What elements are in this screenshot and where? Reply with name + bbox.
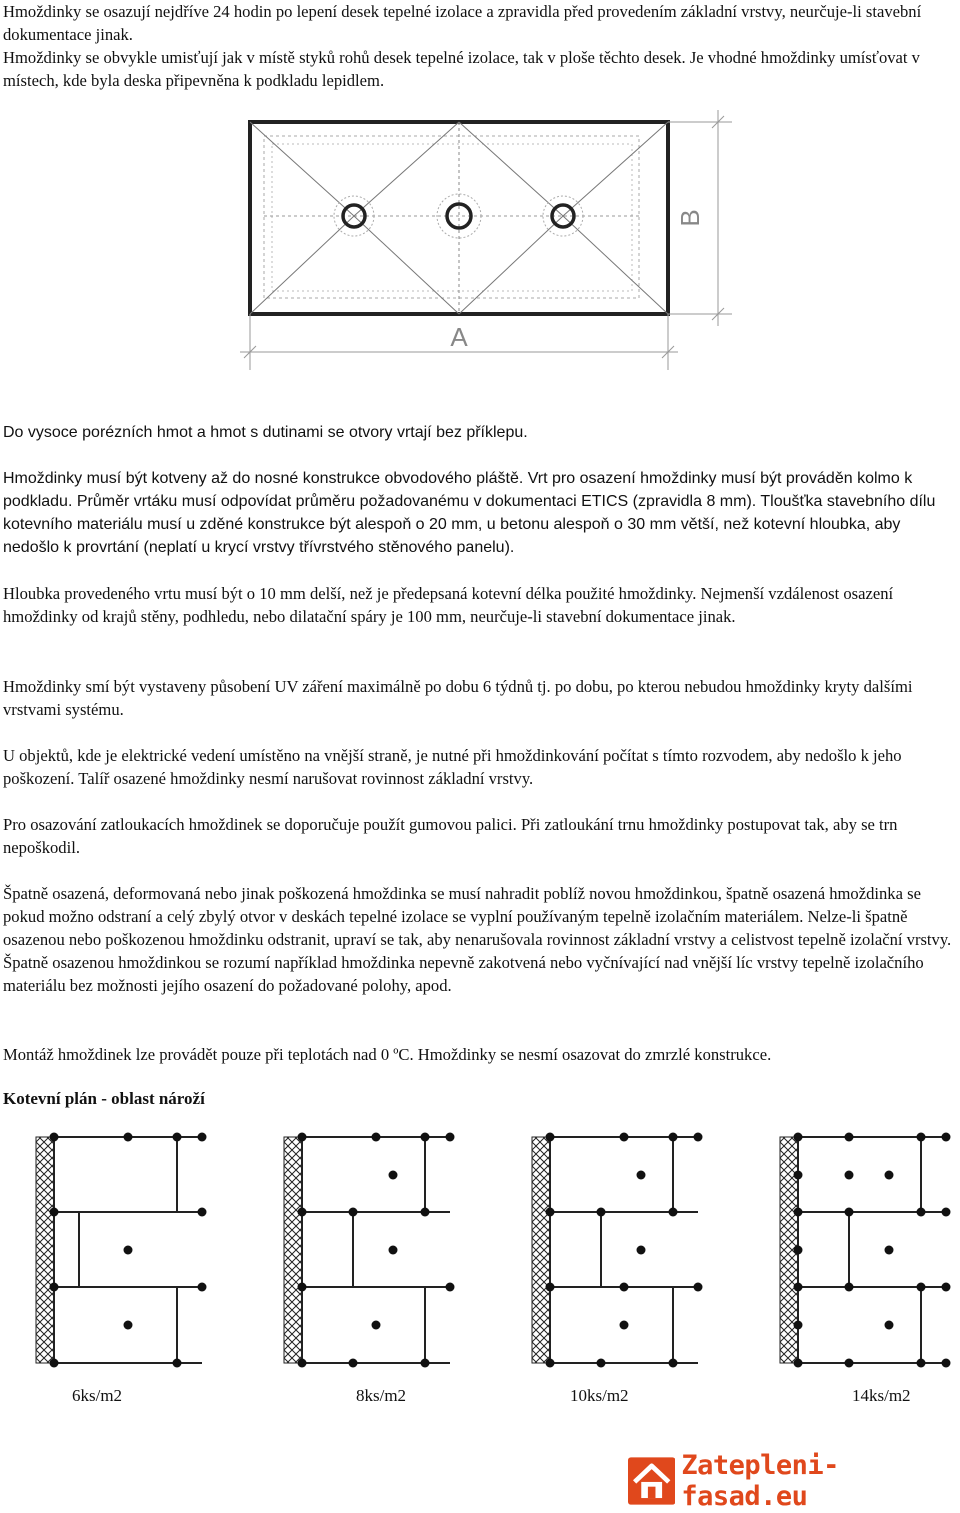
anchor-dot	[845, 1359, 854, 1368]
anchor-dot	[372, 1321, 381, 1330]
anchor-dot	[620, 1283, 629, 1292]
anchor-dot	[546, 1208, 555, 1217]
anchor-dot	[917, 1133, 926, 1142]
anchor-dot	[794, 1359, 803, 1368]
house-logo-icon	[628, 1456, 675, 1506]
insulation-board-diagram	[232, 108, 738, 376]
anchor-dot	[421, 1208, 430, 1217]
anchor-dot	[173, 1359, 182, 1368]
anchor-dot	[637, 1246, 646, 1255]
anchor-dot	[942, 1359, 951, 1368]
anchor-plan-caption: 10ks/m2	[570, 1386, 629, 1405]
text-paragraph: Pro osazování zatloukacích hmoždinek se doporučuje použít gumovou palici. Při zatloukání trnu hmoždinky postupovat tak, aby se trn nepoškodil.	[3, 815, 898, 857]
anchor-dot	[50, 1283, 59, 1292]
anchor-dot	[50, 1133, 59, 1142]
anchor-dot	[794, 1133, 803, 1142]
anchor-dot	[669, 1359, 678, 1368]
anchor-dot	[389, 1171, 398, 1180]
text-paragraph: Do vysoce porézních hmot a hmot s dutinami se otvory vrtají bez příklepu.	[3, 424, 528, 441]
anchor-dot	[198, 1283, 207, 1292]
anchor-dot	[298, 1283, 307, 1292]
dimension-b-label: B	[675, 209, 705, 227]
anchor-dot	[794, 1321, 803, 1330]
anchor-dot	[597, 1208, 606, 1217]
anchor-dot	[942, 1283, 951, 1292]
anchor-dot	[669, 1208, 678, 1217]
anchor-plan-caption: 8ks/m2	[356, 1386, 407, 1405]
anchor-dot	[50, 1359, 59, 1368]
anchor-dot	[198, 1208, 207, 1217]
text-paragraph: Špatně osazená, deformovaná nebo jinak poškozená hmoždinka se musí nahradit poblíž novou hmoždinkou, špatně osazená hmoždinka se pokud možno odstraní a celý zbylý otvor v deskách tepelné izolace se vyplní používaným tepelně izolačním materiálem. Nelze-li špatně osazenou nebo poškozenou hmoždinku odstranit, upraví se tak, aby nenarušovala rovinnost základní vrstvy a celistvost tepelně izolační vrstvy. Špatně osazenou hmoždinkou se rozumí například hmoždinka nepevně zakotvená nebo vyčnívající nad vnější líc vrstvy tepelně izolačního materiálu bez možnosti jejího osazení do požadované polohy, apod.	[3, 884, 952, 995]
anchor-dot	[198, 1133, 207, 1142]
anchor-dot	[546, 1283, 555, 1292]
anchor-dot	[421, 1359, 430, 1368]
anchor-dot	[124, 1246, 133, 1255]
anchor-plan-caption: 6ks/m2	[72, 1386, 123, 1405]
anchor-dot	[885, 1171, 894, 1180]
anchor-dot	[694, 1133, 703, 1142]
text-paragraph: Hmoždinky se osazují nejdříve 24 hodin po lepení desek tepelné izolace a zpravidla před provedením základní vrstvy, neurčuje-li stavební dokumentace jinak.	[3, 2, 922, 44]
anchor-dot	[669, 1133, 678, 1142]
anchor-dot	[917, 1208, 926, 1217]
anchor-dot	[942, 1133, 951, 1142]
anchor-dot	[794, 1246, 803, 1255]
anchor-dot	[917, 1359, 926, 1368]
anchor-dot	[917, 1283, 926, 1292]
anchor-plan-caption: 14ks/m2	[852, 1386, 911, 1405]
anchor-plan-diagram-6	[32, 1130, 207, 1370]
anchor-dot	[298, 1133, 307, 1142]
anchor-dot	[845, 1133, 854, 1142]
text-paragraph: Hloubka provedeného vrtu musí být o 10 mm delší, než je předepsaná kotevní délka použité hmoždinky. Nejmenší vzdálenost osazení hmoždinky od krajů stěny, podhledu, nebo dilatační spáry je 100 mm, neurčuje-li stavební dokumentace jinak.	[3, 584, 894, 626]
anchor-dot	[173, 1133, 182, 1142]
anchor-dot	[349, 1359, 358, 1368]
text-paragraph: Hmoždinky musí být kotveny až do nosné konstrukce obvodového pláště. Vrt pro osazení hmoždinky musí být prováděn kolmo k podkladu. Průměr vrtáku musí odpovídat průměru požadovanému v dokumentaci ETICS (zpravidla 8 mm). Tloušťka stavebního dílu kotevního materiálu musí u zděné konstrukce být alespoň o 20 mm, u betonu alespoň o 30 mm větší, než kotevní hloubka, aby nedošlo k provrtání (neplatí u krycí vrstvy třívrstvého stěnového panelu).	[3, 470, 936, 556]
anchor-dot	[124, 1133, 133, 1142]
anchor-dot	[637, 1171, 646, 1180]
anchor-dot	[794, 1283, 803, 1292]
anchor-dot	[620, 1321, 629, 1330]
anchor-dot	[885, 1246, 894, 1255]
anchor-dot	[372, 1133, 381, 1142]
anchor-dot	[885, 1321, 894, 1330]
anchor-dot	[597, 1359, 606, 1368]
anchor-dot	[794, 1208, 803, 1217]
logo-text: Zatepleni-fasad.eu	[681, 1450, 839, 1512]
anchor-dot	[620, 1133, 629, 1142]
anchor-plan-diagram-14	[776, 1130, 951, 1370]
anchor-plan-heading: Kotevní plán - oblast nároží	[3, 1089, 205, 1108]
text-paragraph: Hmoždinky se obvykle umisťují jak v místě styků rohů desek tepelné izolace, tak v ploše těchto desek. Je vhodné hmoždinky umísťovat v místech, kde byla deska připevněna k podkladu lepidlem.	[3, 48, 920, 90]
anchor-dot	[546, 1359, 555, 1368]
anchor-dot	[694, 1283, 703, 1292]
anchor-dot	[546, 1133, 555, 1142]
anchor-dot	[389, 1246, 398, 1255]
anchor-dot	[421, 1133, 430, 1142]
anchor-dot	[942, 1208, 951, 1217]
anchor-dot	[446, 1283, 455, 1292]
dimension-a-label: A	[450, 322, 468, 352]
anchor-dot	[845, 1283, 854, 1292]
anchor-dot	[124, 1321, 133, 1330]
anchor-dot	[298, 1208, 307, 1217]
text-paragraph: Montáž hmoždinek lze provádět pouze při teplotách nad 0 ºC. Hmoždinky se nesmí osazovat do zmrzlé konstrukce.	[3, 1045, 772, 1064]
anchor-plan-diagram-8	[280, 1130, 455, 1370]
anchor-dot	[794, 1171, 803, 1180]
text-paragraph: Hmoždinky smí být vystaveny působení UV záření maximálně po dobu 6 týdnů tj. po dobu, po kterou nebudou hmoždinky kryty dalšími vrstvami systému.	[3, 677, 913, 719]
anchor-dot	[845, 1208, 854, 1217]
anchor-plan-diagram-10	[528, 1130, 703, 1370]
site-logo	[628, 1450, 950, 1512]
anchor-dot	[446, 1133, 455, 1142]
text-paragraph: U objektů, kde je elektrické vedení umístěno na vnější straně, je nutné při hmoždinkování počítat s tímto rozvodem, aby nedošlo k jeho poškození. Talíř osazené hmoždinky nesmí narušovat rovinnost základní vrstvy.	[3, 746, 902, 788]
anchor-dot	[845, 1171, 854, 1180]
anchor-dot	[298, 1359, 307, 1368]
anchor-dot	[349, 1208, 358, 1217]
anchor-dot	[50, 1208, 59, 1217]
